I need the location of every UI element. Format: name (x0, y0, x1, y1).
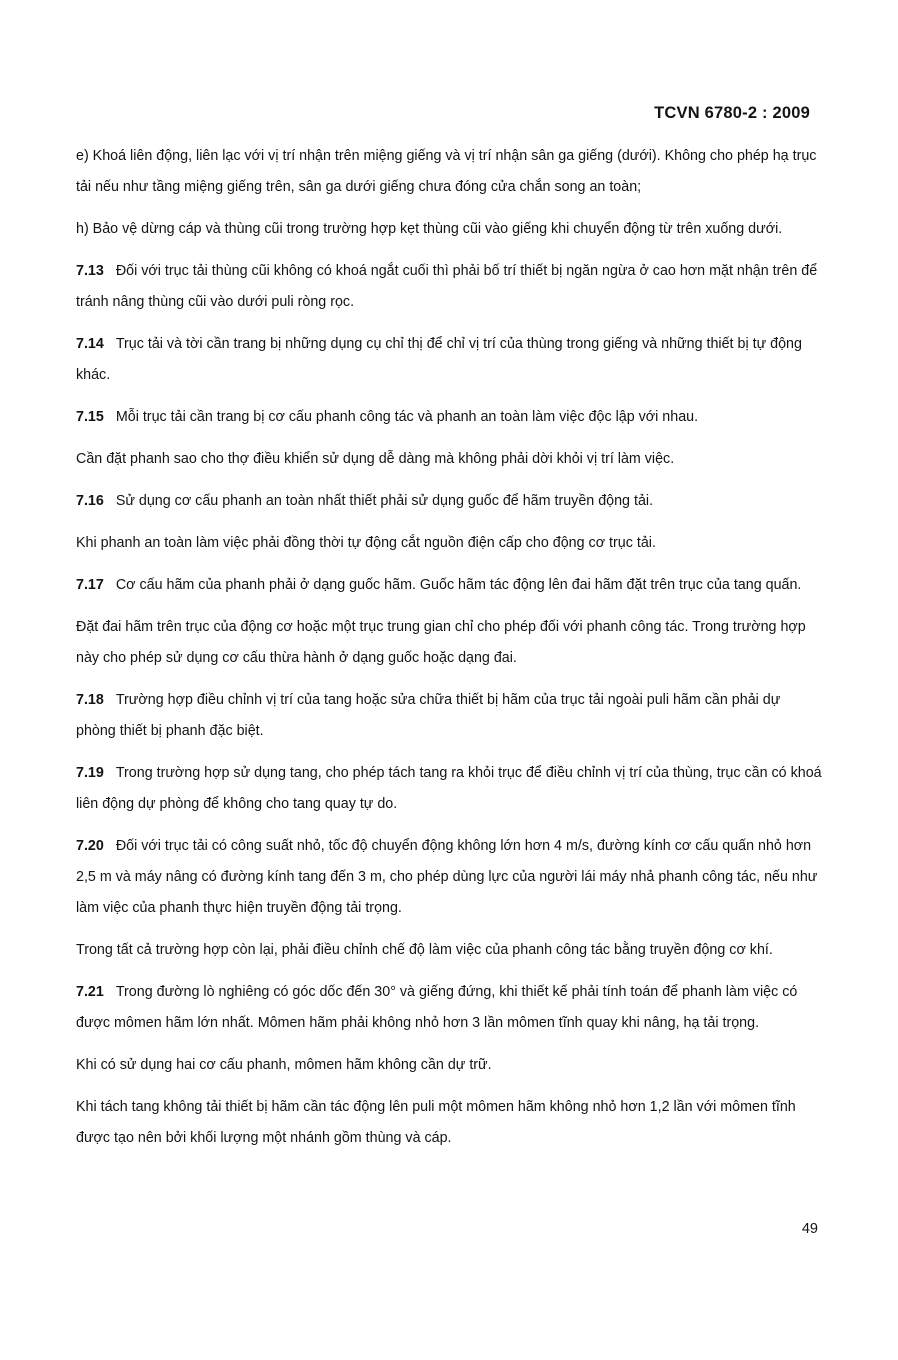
paragraph (76, 1050, 822, 1081)
paragraph-text: Khi tách tang không tải thiết bị hãm cần tác động lên puli một mômen hãm không nhỏ hơn 1,2 lần với mômen tĩnh được tạo nên bởi khối lượng một nhánh gồm thùng và cáp. (76, 1099, 796, 1146)
paragraph-text: Trục tải và tời cần trang bị những dụng cụ chỉ thị để chỉ vị trí của thùng trong giếng và những thiết bị tự động khác. (76, 336, 802, 383)
document-body (76, 141, 822, 1165)
paragraph (76, 444, 822, 475)
paragraph (76, 141, 822, 203)
paragraph-text: Sử dụng cơ cấu phanh an toàn nhất thiết phải sử dụng guốc để hãm truyền động tải. (115, 493, 654, 509)
paragraph-text: Cần đặt phanh sao cho thợ điều khiển sử dụng dễ dàng mà không phải dời khỏi vị trí làm việc. (76, 451, 675, 467)
paragraph-text: Trong tất cả trường hợp còn lại, phải điều chỉnh chế độ làm việc của phanh công tác bằng truyền động cơ khí. (76, 942, 773, 958)
page-number: 49 (801, 1221, 818, 1237)
clause-number: 7.18 (76, 692, 104, 708)
paragraph-text: Đặt đai hãm trên trục của động cơ hoặc một trục trung gian chỉ cho phép đối với phanh công tác. Trong trường hợp này cho phép sử dụng cơ cấu thừa hành ở dạng guốc hoặc dạng đai. (76, 619, 806, 666)
paragraph-text: Đối với trục tải thùng cũi không có khoá ngắt cuối thì phải bố trí thiết bị ngăn ngừa ở cao hơn mặt nhận trên để tránh nâng thùng cũi vào dưới puli ròng rọc. (76, 263, 818, 310)
document-standard-code: TCVN 6780-2 : 2009 (654, 104, 810, 122)
paragraph-text: Khi phanh an toàn làm việc phải đồng thời tự động cắt nguồn điện cấp cho động cơ trục tải. (76, 535, 656, 551)
clause-number: 7.19 (76, 765, 104, 781)
paragraph (76, 256, 822, 318)
paragraph (76, 528, 822, 559)
paragraph (76, 402, 822, 433)
clause-number: 7.20 (76, 838, 104, 854)
paragraph-text: Trong trường hợp sử dụng tang, cho phép tách tang ra khỏi trục để điều chỉnh vị trí của thùng, trục cần có khoá liên động dự phòng để không cho tang quay tự do. (76, 765, 822, 812)
paragraph-text: Đối với trục tải có công suất nhỏ, tốc độ chuyển động không lớn hơn 4 m/s, đường kính cơ cấu quấn nhỏ hơn 2,5 m và máy nâng có đường kính tang đến 3 m, cho phép dùng lực của người lái máy nhả phanh công tác, nếu như làm việc của phanh thực hiện truyền động tải trọng. (76, 838, 818, 916)
paragraph (76, 935, 822, 966)
paragraph (76, 685, 822, 747)
paragraph (76, 1092, 822, 1154)
clause-number: 7.14 (76, 336, 104, 352)
paragraph (76, 758, 822, 820)
paragraph-text: Cơ cấu hãm của phanh phải ở dạng guốc hãm. Guốc hãm tác động lên đai hãm đặt trên trục của tang quấn. (115, 577, 802, 593)
clause-number: 7.21 (76, 984, 104, 1000)
paragraph-text: Mỗi trục tải cần trang bị cơ cấu phanh công tác và phanh an toàn làm việc độc lập với nhau. (115, 409, 699, 425)
paragraph-text: Trong đường lò nghiêng có góc dốc đến 30° và giếng đứng, khi thiết kế phải tính toán để phanh làm việc có được mômen hãm lớn nhất. Mômen hãm phải không nhỏ hơn 3 lần mômen tĩnh quay khi nâng, hạ tải trọng. (76, 984, 798, 1031)
clause-number: 7.15 (76, 409, 104, 425)
clause-number: 7.13 (76, 263, 104, 279)
paragraph-text: e) Khoá liên động, liên lạc với vị trí nhận trên miệng giếng và vị trí nhận sân ga giếng (dưới). Không cho phép hạ trục tải nếu như tầng miệng giếng trên, sân ga dưới giếng chưa đóng cửa chắn song an toàn; (76, 148, 817, 195)
paragraph-text: Trường hợp điều chỉnh vị trí của tang hoặc sửa chữa thiết bị hãm của trục tải ngoài puli hãm cần phải dự phòng thiết bị phanh đặc biệt. (76, 692, 781, 739)
clause-number: 7.17 (76, 577, 104, 593)
paragraph (76, 831, 822, 924)
paragraph (76, 486, 822, 517)
paragraph (76, 214, 822, 245)
paragraph (76, 977, 822, 1039)
paragraph (76, 612, 822, 674)
paragraph (76, 329, 822, 391)
paragraph-text: h) Bảo vệ dừng cáp và thùng cũi trong trường hợp kẹt thùng cũi vào giếng khi chuyển động từ trên xuống dưới. (76, 221, 783, 237)
paragraph (76, 570, 822, 601)
paragraph-text: Khi có sử dụng hai cơ cấu phanh, mômen hãm không cần dự trữ. (76, 1057, 492, 1073)
clause-number: 7.16 (76, 493, 104, 509)
